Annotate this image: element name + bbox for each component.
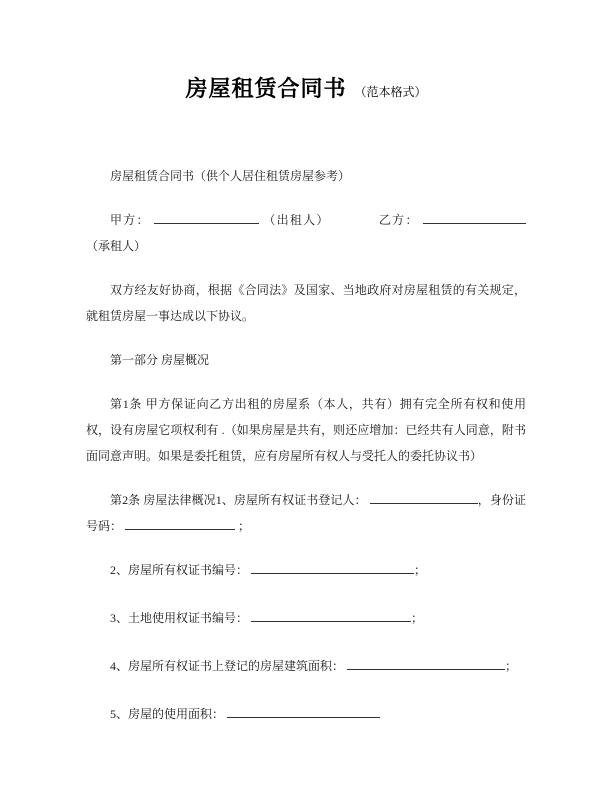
- cert-number-blank-field: [251, 561, 414, 574]
- id-number-blank-field: [125, 517, 235, 530]
- intro-line: 房屋租赁合同书（供个人居住租赁房屋参考）: [110, 169, 351, 183]
- section-heading: 第一部分 房屋概况: [110, 353, 210, 367]
- article-2-middle: ，身份证号码：: [86, 493, 526, 533]
- list-item-suffix: ；: [505, 659, 518, 673]
- document-title-suffix: （范本格式）: [354, 85, 427, 99]
- list-item-suffix: ；: [414, 563, 427, 577]
- party-a-label: 甲方：: [110, 213, 150, 227]
- list-item-suffix: ；: [411, 611, 424, 625]
- article-2-suffix: ；: [235, 519, 251, 533]
- land-cert-blank-field: [251, 609, 411, 622]
- registrant-blank-field: [370, 491, 478, 504]
- party-b-role: （承租人）: [86, 239, 147, 253]
- article-2-paragraph: [86, 487, 526, 539]
- party-b-blank-field: [423, 211, 526, 224]
- document-title-text: 房屋租赁合同书: [185, 76, 347, 101]
- article-2-prefix: 第2条 房屋法律概况1、房屋所有权证书登记人：: [110, 493, 367, 507]
- building-area-blank-field: [347, 657, 505, 670]
- document-title: [86, 70, 526, 107]
- party-b-label: 乙方：: [377, 213, 419, 227]
- list-item-building-area: [86, 653, 526, 679]
- article-1-paragraph: 第1条 甲方保证向乙方出租的房屋系（本人，共有）拥有完全所有权和使用权，设有房屋它项权利有 .（如果房屋是共有，则还应增加：已经共有人同意，附书面同意声明。如果是委托租赁，应有房屋所有权人与受托人的委托协议书）: [86, 397, 526, 463]
- list-item-land-cert-number: [86, 605, 526, 631]
- list-item-label: 5、房屋的使用面积：: [110, 707, 225, 721]
- list-item-label: 3、土地使用权证书编号：: [110, 611, 249, 625]
- parties-line: [86, 207, 526, 259]
- list-item-label: 4、房屋所有权证书上登记的房屋建筑面积：: [110, 659, 345, 673]
- list-item-label: 2、房屋所有权证书编号：: [110, 563, 249, 577]
- list-item-usable-area: [86, 701, 526, 727]
- party-a-role: （出租人）: [263, 213, 330, 227]
- list-item-cert-number: [86, 557, 526, 583]
- usable-area-blank-field: [227, 705, 380, 718]
- preamble-paragraph: 双方经友好协商，根据《合同法》及国家、当地政府对房屋租赁的有关规定，就租赁房屋一事达成以下协议。: [86, 283, 526, 323]
- party-a-blank-field: [154, 211, 259, 224]
